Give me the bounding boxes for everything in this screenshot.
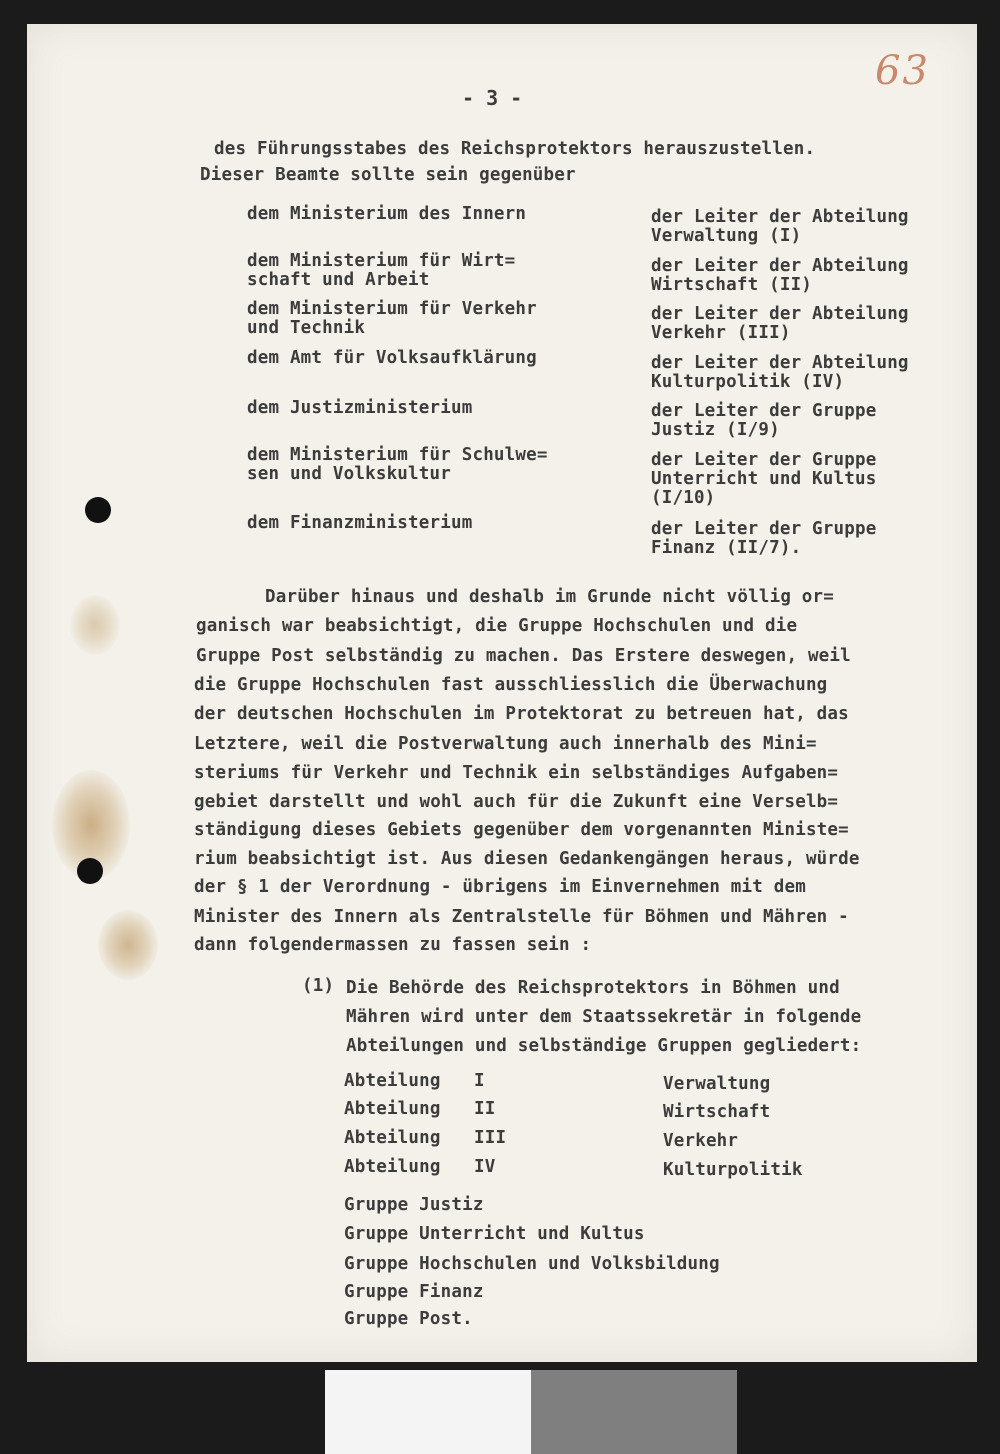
paragraph-line-13: dann folgendermassen zu fassen sein : xyxy=(194,935,592,955)
punch-hole xyxy=(77,858,103,884)
mapping-right-6: der Leiter der Gruppe Unterricht und Kultus (I/10) xyxy=(651,450,877,508)
department-label-4: Abteilung xyxy=(344,1157,441,1177)
department-num-1: I xyxy=(474,1071,485,1091)
department-label-1: Abteilung xyxy=(344,1071,441,1091)
paragraph-line-11: der § 1 der Verordnung - übrigens im Einvernehmen mit dem xyxy=(194,877,806,897)
mapping-left-7: dem Finanzministerium xyxy=(247,513,473,533)
paragraph-line-2: ganisch war beabsichtigt, die Gruppe Hochschulen und die xyxy=(196,616,798,636)
department-num-2: II xyxy=(474,1099,496,1119)
group-4: Gruppe Finanz xyxy=(344,1282,484,1302)
paragraph-line-7: steriums für Verkehr und Technik ein selbständiges Aufgaben= xyxy=(194,763,839,783)
group-1: Gruppe Justiz xyxy=(344,1195,484,1215)
mapping-right-5: der Leiter der Gruppe Justiz (I/9) xyxy=(651,401,877,440)
clause-line-2: Mähren wird unter dem Staatssekretär in folgende xyxy=(346,1007,862,1027)
clause-line-1: Die Behörde des Reichsprotektors in Böhmen und xyxy=(346,978,840,998)
group-2: Gruppe Unterricht und Kultus xyxy=(344,1224,645,1244)
mapping-left-3: dem Ministerium für Verkehr und Technik xyxy=(247,299,537,338)
mapping-left-4: dem Amt für Volksaufklärung xyxy=(247,348,537,368)
mapping-right-3: der Leiter der Abteilung Verkehr (III) xyxy=(651,304,909,343)
punch-hole xyxy=(85,497,111,523)
department-num-3: III xyxy=(474,1128,507,1148)
clause-line-3: Abteilungen und selbständige Gruppen gegliedert: xyxy=(346,1036,862,1056)
department-name-2: Wirtschaft xyxy=(663,1102,771,1122)
paragraph-line-5: der deutschen Hochschulen im Protektorat zu betreuen hat, das xyxy=(194,704,849,724)
department-name-1: Verwaltung xyxy=(663,1074,771,1094)
mapping-right-2: der Leiter der Abteilung Wirtschaft (II) xyxy=(651,256,909,295)
paragraph-line-3: Gruppe Post selbständig zu machen. Das Erstere deswegen, weil xyxy=(196,646,851,666)
paragraph-line-1: Darüber hinaus und deshalb im Grunde nicht völlig or= xyxy=(265,587,835,607)
mapping-left-2: dem Ministerium für Wirt= schaft und Arbeit xyxy=(247,251,516,290)
rust-stain xyxy=(70,595,120,655)
group-5: Gruppe Post. xyxy=(344,1309,473,1329)
paragraph-line-10: rium beabsichtigt ist. Aus diesen Gedankengängen heraus, würde xyxy=(194,849,860,869)
calibration-strip-white xyxy=(325,1370,531,1454)
handwritten-page-number: 63 xyxy=(875,48,930,94)
department-label-3: Abteilung xyxy=(344,1128,441,1148)
intro-line-2: Dieser Beamte sollte sein gegenüber xyxy=(200,165,576,185)
mapping-right-1: der Leiter der Abteilung Verwaltung (I) xyxy=(651,207,909,246)
mapping-right-7: der Leiter der Gruppe Finanz (II/7). xyxy=(651,519,877,558)
mapping-left-1: dem Ministerium des Innern xyxy=(247,204,527,224)
mapping-right-4: der Leiter der Abteilung Kulturpolitik (IV) xyxy=(651,353,909,392)
department-name-4: Kulturpolitik xyxy=(663,1160,803,1180)
department-num-4: IV xyxy=(474,1157,496,1177)
rust-stain xyxy=(98,910,158,980)
group-3: Gruppe Hochschulen und Volksbildung xyxy=(344,1254,720,1274)
clause-number: (1) xyxy=(302,976,335,996)
paragraph-line-4: die Gruppe Hochschulen fast ausschliesslich die Überwachung xyxy=(194,675,828,695)
intro-line-1: des Führungsstabes des Reichsprotektors herauszustellen. xyxy=(214,139,816,159)
paragraph-line-6: Letztere, weil die Postverwaltung auch innerhalb des Mini= xyxy=(194,734,817,754)
paragraph-line-8: gebiet darstellt und wohl auch für die Zukunft eine Verselb= xyxy=(194,792,839,812)
mapping-left-5: dem Justizministerium xyxy=(247,398,473,418)
page-number: - 3 - xyxy=(462,86,523,110)
department-name-3: Verkehr xyxy=(663,1131,739,1151)
department-label-2: Abteilung xyxy=(344,1099,441,1119)
paragraph-line-9: ständigung dieses Gebiets gegenüber dem vorgenannten Ministe= xyxy=(194,820,849,840)
calibration-strip-grey xyxy=(531,1370,737,1454)
paragraph-line-12: Minister des Innern als Zentralstelle für Böhmen und Mähren - xyxy=(194,907,849,927)
mapping-left-6: dem Ministerium für Schulwe= sen und Volkskultur xyxy=(247,445,548,484)
